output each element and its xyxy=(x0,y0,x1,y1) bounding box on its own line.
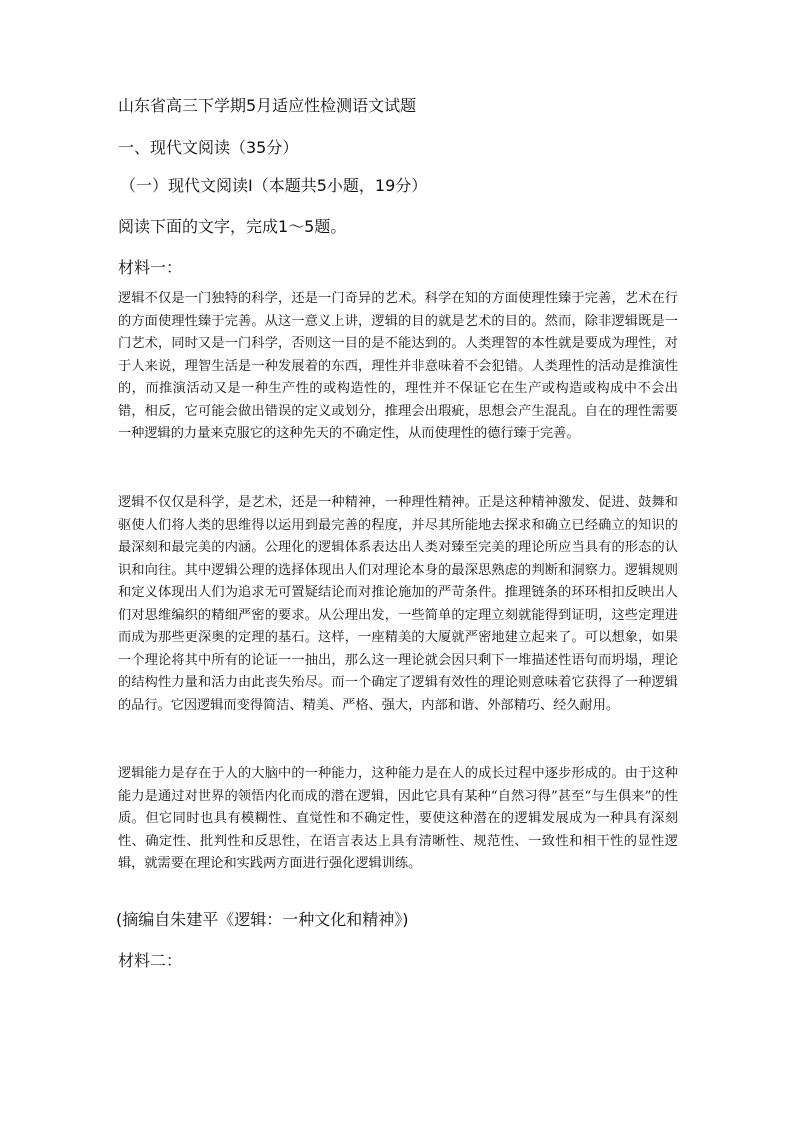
material-two-label: 材料二： xyxy=(118,951,183,970)
section-heading: 一、现代文阅读（35分） xyxy=(118,138,299,157)
paragraph-1: 逻辑不仅是一门独特的科学，还是一门奇异的艺术。科学在知的方面使理性臻于完善，艺术在行的方面使理性臻于完善。从这一意义上讲，逻辑的目的就是艺术的目的。然而，除非逻辑既是一门艺术，同时又是一门科学，否则这一目的是不能达到的。人类理智的本性就是要成为理性，对于人来说，理智生活是一种发展着的东西，理性并非意味着不会犯错。人类理性的活动是推演性的，而推演活动又是一种生产性的或构造性的，理性并不保证它在生产或构造或构成中不会出错，相反，它可能会做出错误的定义或划分，推理会出瑕疵，思想会产生混乱。自在的理性需要一种逻辑的力量来克服它的这种先天的不确定性，从而使理性的德行臻于完善。 xyxy=(118,291,678,441)
paragraph-3: 逻辑能力是存在于人的大脑中的一种能力，这种能力是在人的成长过程中逐步形成的。由于这种能力是通过对世界的领悟内化而成的潜在逻辑，因此它具有某种“自然习得”甚至“与生俱来”的性质。但它同时也具有模糊性、直觉性和不确定性，要使这种潜在的逻辑发展成为一种具有深刻性、确定性、批判性和反思性，在语言表达上具有清晰性、规范性、一致性和相干性的显性逻辑，就需要在理论和实践两方面进行强化逻辑训练。 xyxy=(118,766,678,871)
document-title: 山东省高三下学期5月适应性检测语文试题 xyxy=(118,96,417,115)
subsection-heading: （一）现代文阅读Ⅰ（本题共5小题，19分） xyxy=(120,176,428,195)
material-one-label: 材料一： xyxy=(118,258,183,277)
reading-instruction: 阅读下面的文字，完成1～5题。 xyxy=(118,217,347,236)
paragraph-2: 逻辑不仅仅是科学，是艺术，还是一种精神，一种理性精神。正是这种精神激发、促进、鼓舞和驱使人们将人类的思维得以运用到最完善的程度，并尽其所能地去探求和确立已经确立的知识的最深刻和最完美的内涵。公理化的逻辑体系表达出人类对臻至完美的理论所应当具有的形态的认识和向往。其中逻辑公理的选择体现出人们对理论本身的最深思熟虑的判断和洞察力。逻辑规则和定义体现出人们为追求无可置疑结论而对推论施加的严苛条件。推理链条的环环相扣反映出人们对思维编织的精细严密的要求。从公理出发，一些简单的定理立刻就能得到证明，这些定理进而成为那些更深奥的定理的基石。这样，一座精美的大厦就严密地建立起来了。可以想象，如果一个理论将其中所有的论证一一抽出，那么这一理论就会因只剩下一堆描述性语句而坍塌，理论的结构性力量和活力由此丧失殆尽。而一个确定了逻辑有效性的理论则意味着它获得了一种逻辑的品行。它因逻辑而变得简洁、精美、严格、强大，内部和谐、外部精巧、经久耐用。 xyxy=(118,495,678,713)
citation: (摘编自朱建平《逻辑：一种文化和精神》) xyxy=(116,910,409,929)
